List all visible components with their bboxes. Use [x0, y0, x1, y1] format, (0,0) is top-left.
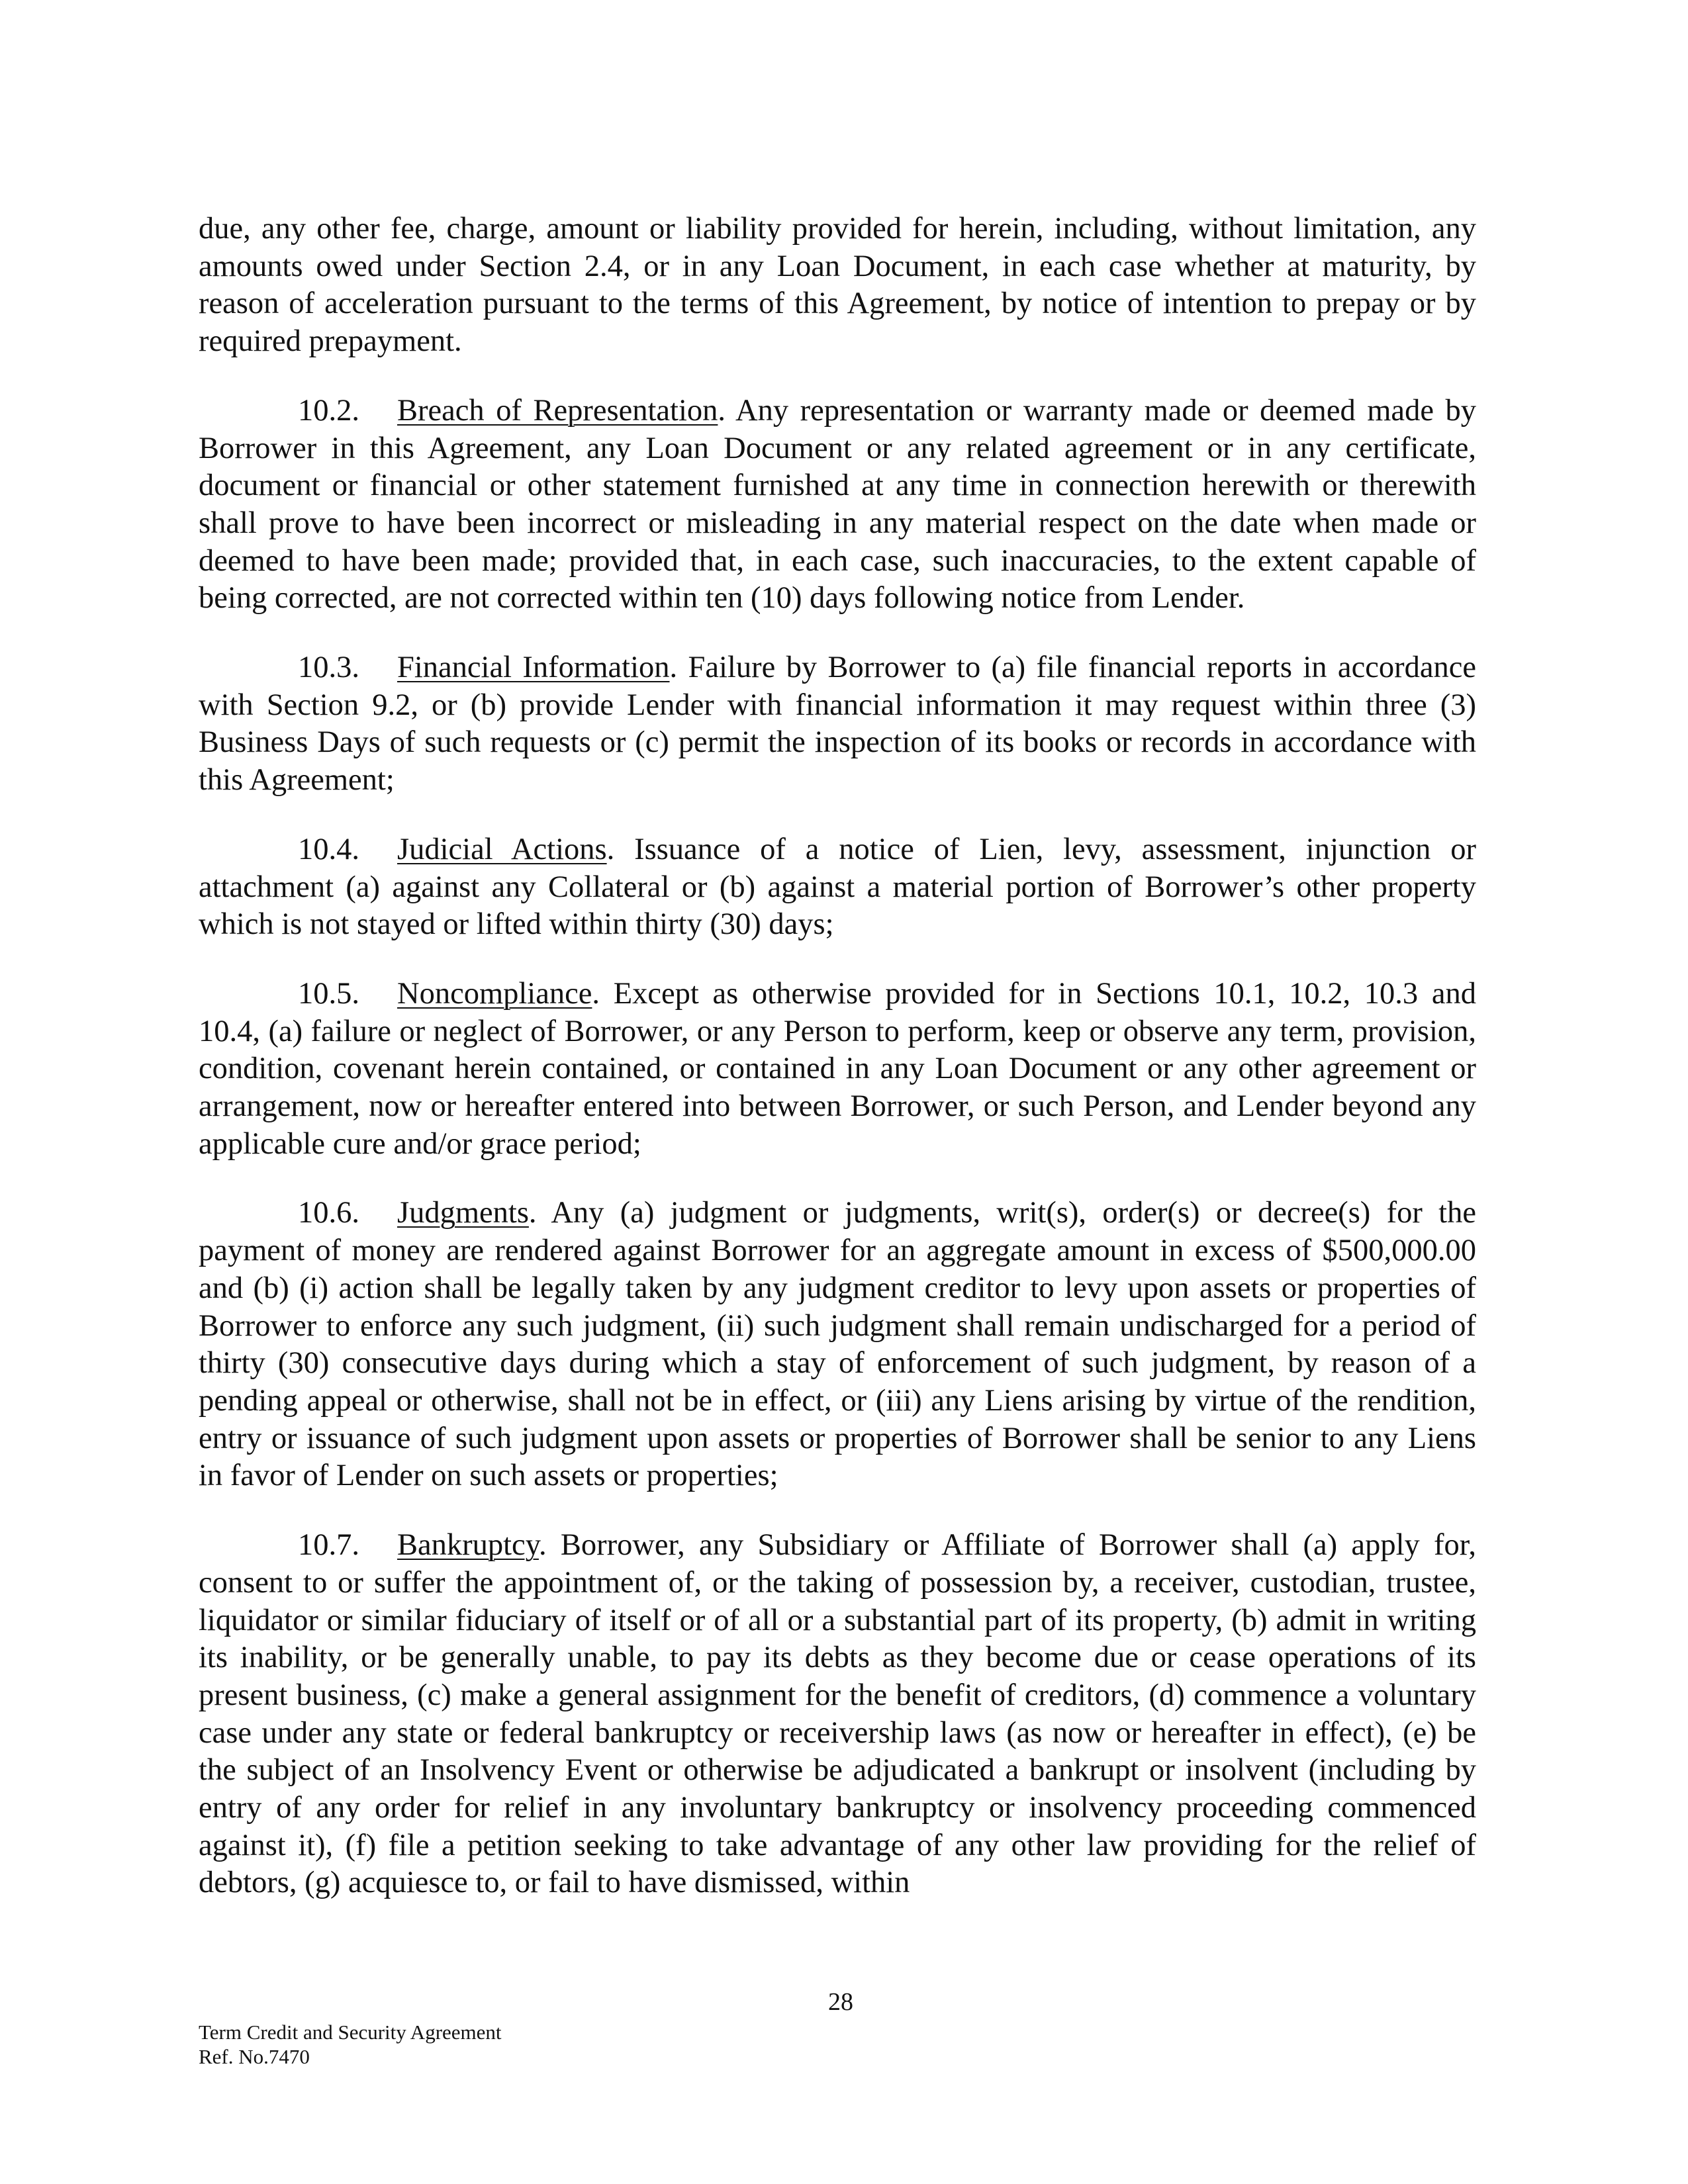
section-text: . Any (a) judgment or judgments, writ(s), order(s) or decree(s) for the payment of money are rendered against Borrower for an aggregate amount in excess of $500,000.00 and (b) (i) action shall be legally taken by any judgment creditor to levy upon assets or properties of Borrower to enforce any such judgment, (ii) such judgment shall remain undischarged for a period of thirty (30) consecutive days during which a stay of enforcement of such judgment, by reason of a pending appeal or otherwise, shall not be in effect, or (iii) any Liens arising by virtue of the rendition, entry or issuance of such judgment upon assets or properties of Borrower shall be senior to any Liens in favor of Lender on such assets or properties;	[199, 1196, 1476, 1493]
section-number: 10.5.	[298, 976, 359, 1011]
footer-ref: Ref. No.7470	[199, 2045, 310, 2068]
section-heading: Judicial Actions	[397, 832, 607, 866]
section-10-6	[199, 1195, 1476, 1495]
section-10-7	[199, 1527, 1476, 1902]
page-number: 28	[828, 1988, 853, 2016]
section-heading: Bankruptcy	[397, 1528, 539, 1563]
footer-title: Term Credit and Security Agreement	[199, 2021, 502, 2044]
section-text: . Failure by Borrower to (a) file financial reports in accordance with Section 9.2, or (b) provide Lender with financial information it may request within three (3) Business Days of such requests or (c) permit the inspection of its books or records in accordance with this Agreement;	[199, 651, 1476, 797]
section-number: 10.2.	[298, 393, 359, 428]
section-heading: Judgments	[397, 1196, 529, 1230]
section-number: 10.4.	[298, 832, 359, 866]
section-number: 10.6.	[298, 1196, 359, 1230]
section-10-2	[199, 392, 1476, 617]
section-text: . Except as otherwise provided for in Sections 10.1, 10.2, 10.3 and 10.4, (a) failure or neglect of Borrower, or any Person to perform, keep or observe any term, provision, condition, covenant herein contained, or contained in any Loan Document or any other agreement or arrangement, now or hereafter entered into between Borrower, or such Person, and Lender beyond any applicable cure and/or grace period;	[199, 976, 1476, 1161]
section-text: . Issuance of a notice of Lien, levy, assessment, injunction or attachment (a) against any Collateral or (b) against a material portion of Borrower’s other property which is not stayed or lifted within thirty (30) days;	[199, 832, 1476, 942]
section-10-4	[199, 831, 1476, 944]
section-number: 10.7.	[298, 1528, 359, 1563]
section-10-3	[199, 649, 1476, 799]
section-heading: Noncompliance	[397, 976, 592, 1011]
section-number: 10.3.	[298, 651, 359, 685]
section-text: . Borrower, any Subsidiary or Affiliate of Borrower shall (a) apply for, consent to or suffer the appointment of, or the taking of possession by, a receiver, custodian, trustee, liquidator or similar fiduciary of itself or of all or a substantial part of its property, (b) admit in writing its inability, or be generally unable, to pay its debts as they become due or cease operations of its present business, (c) make a general assignment for the benefit of creditors, (d) commence a voluntary case under any state or federal bankruptcy or receivership laws (as now or hereafter in effect), (e) be the subject of an Insolvency Event or otherwise be adjudicated a bankrupt or insolvent (including by entry of any order for relief in any involuntary bankruptcy or insolvency proceeding commenced against it), (f) file a petition seeking to take advantage of any other law providing for the relief of debtors, (g) acquiesce to, or fail to have dismissed, within	[199, 1528, 1476, 1900]
continuation-paragraph: due, any other fee, charge, amount or liability provided for herein, including, without limitation, any amounts owed under Section 2.4, or in any Loan Document, in each case whether at maturity, by reason of acceleration pursuant to the terms of this Agreement, by notice of intention to prepay or by required prepayment.	[199, 212, 1476, 359]
footer	[199, 2020, 728, 2069]
section-heading: Breach of Representation	[397, 393, 718, 428]
section-10-5	[199, 976, 1476, 1163]
document-body	[199, 210, 1476, 1934]
section-heading: Financial Information	[397, 651, 670, 685]
section-text: . Any representation or warranty made or deemed made by Borrower in this Agreement, any Loan Document or any related agreement or in any certificate, document or financial or other statement furnished at any time in connection herewith or therewith shall prove to have been incorrect or misleading in any material respect on the date when made or deemed to have been made; provided that, in each case, such inaccuracies, to the extent capable of being corrected, are not corrected within ten (10) days following notice from Lender.	[199, 393, 1477, 615]
